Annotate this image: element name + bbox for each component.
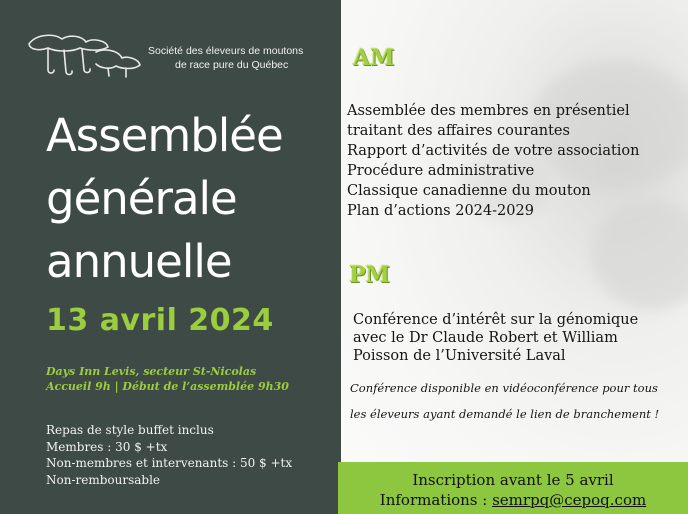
pm-label: PM: [349, 262, 390, 288]
org-name-line2: de race pure du Québec: [175, 59, 289, 71]
pm-note: [350, 375, 659, 427]
pm-description: [353, 311, 638, 365]
am-item: Classique canadienne du mouton: [347, 183, 591, 199]
am-item: Assemblée des membres en présentiel: [347, 103, 630, 119]
am-item: Procédure administrative: [347, 163, 535, 179]
contact-line: [338, 491, 688, 509]
pricing-line4: Non-remboursable: [46, 472, 161, 487]
pricing-line2: Membres : 30 $ +tx: [46, 439, 168, 454]
contact-label: Informations :: [379, 491, 493, 509]
pricing-line3: Non-membres et intervenants : 50 $ +tx: [46, 456, 293, 470]
left-panel: [0, 0, 341, 514]
schedule-line: Accueil 9h | Début de l’assemblée 9h30: [46, 380, 289, 393]
sheep-logo-icon: [26, 30, 144, 80]
event-venue-block: [46, 364, 289, 394]
pm-note-line1: Conférence disponible en vidéoconférence pour tous: [350, 381, 658, 395]
pm-text-line2: avec le Dr Claude Robert et William: [353, 330, 618, 346]
registration-deadline: Inscription avant le 5 avril: [412, 471, 614, 489]
event-date: 13 avril 2024: [46, 303, 274, 338]
event-title: [46, 104, 283, 293]
am-agenda: [347, 101, 640, 221]
organization-name: [148, 44, 303, 72]
pm-text-line3: Poisson de l’Université Laval: [353, 348, 566, 364]
am-label: AM: [353, 45, 395, 71]
am-item: Rapport d’activités de votre association: [347, 143, 640, 159]
pricing-line1: Repas de style buffet inclus: [46, 423, 214, 437]
title-line1: Assemblée: [46, 109, 283, 162]
am-item: Plan d’actions 2024-2029: [347, 203, 534, 219]
pm-note-line2: les éleveurs ayant demandé le lien de branchement !: [350, 407, 660, 421]
right-panel-background: [341, 0, 688, 514]
title-line2: générale: [46, 172, 237, 225]
contact-email-link[interactable]: semrpq@cepoq.com: [492, 491, 647, 509]
pricing-block: [46, 422, 292, 488]
venue-line: Days Inn Levis, secteur St-Nicolas: [46, 365, 257, 378]
registration-footer: [338, 462, 688, 514]
pm-text-line1: Conférence d’intérêt sur la génomique: [353, 312, 639, 328]
title-line3: annuelle: [46, 235, 232, 288]
am-item: traitant des affaires courantes: [347, 123, 570, 139]
org-name-line1: Société des éleveurs de moutons: [148, 45, 304, 57]
